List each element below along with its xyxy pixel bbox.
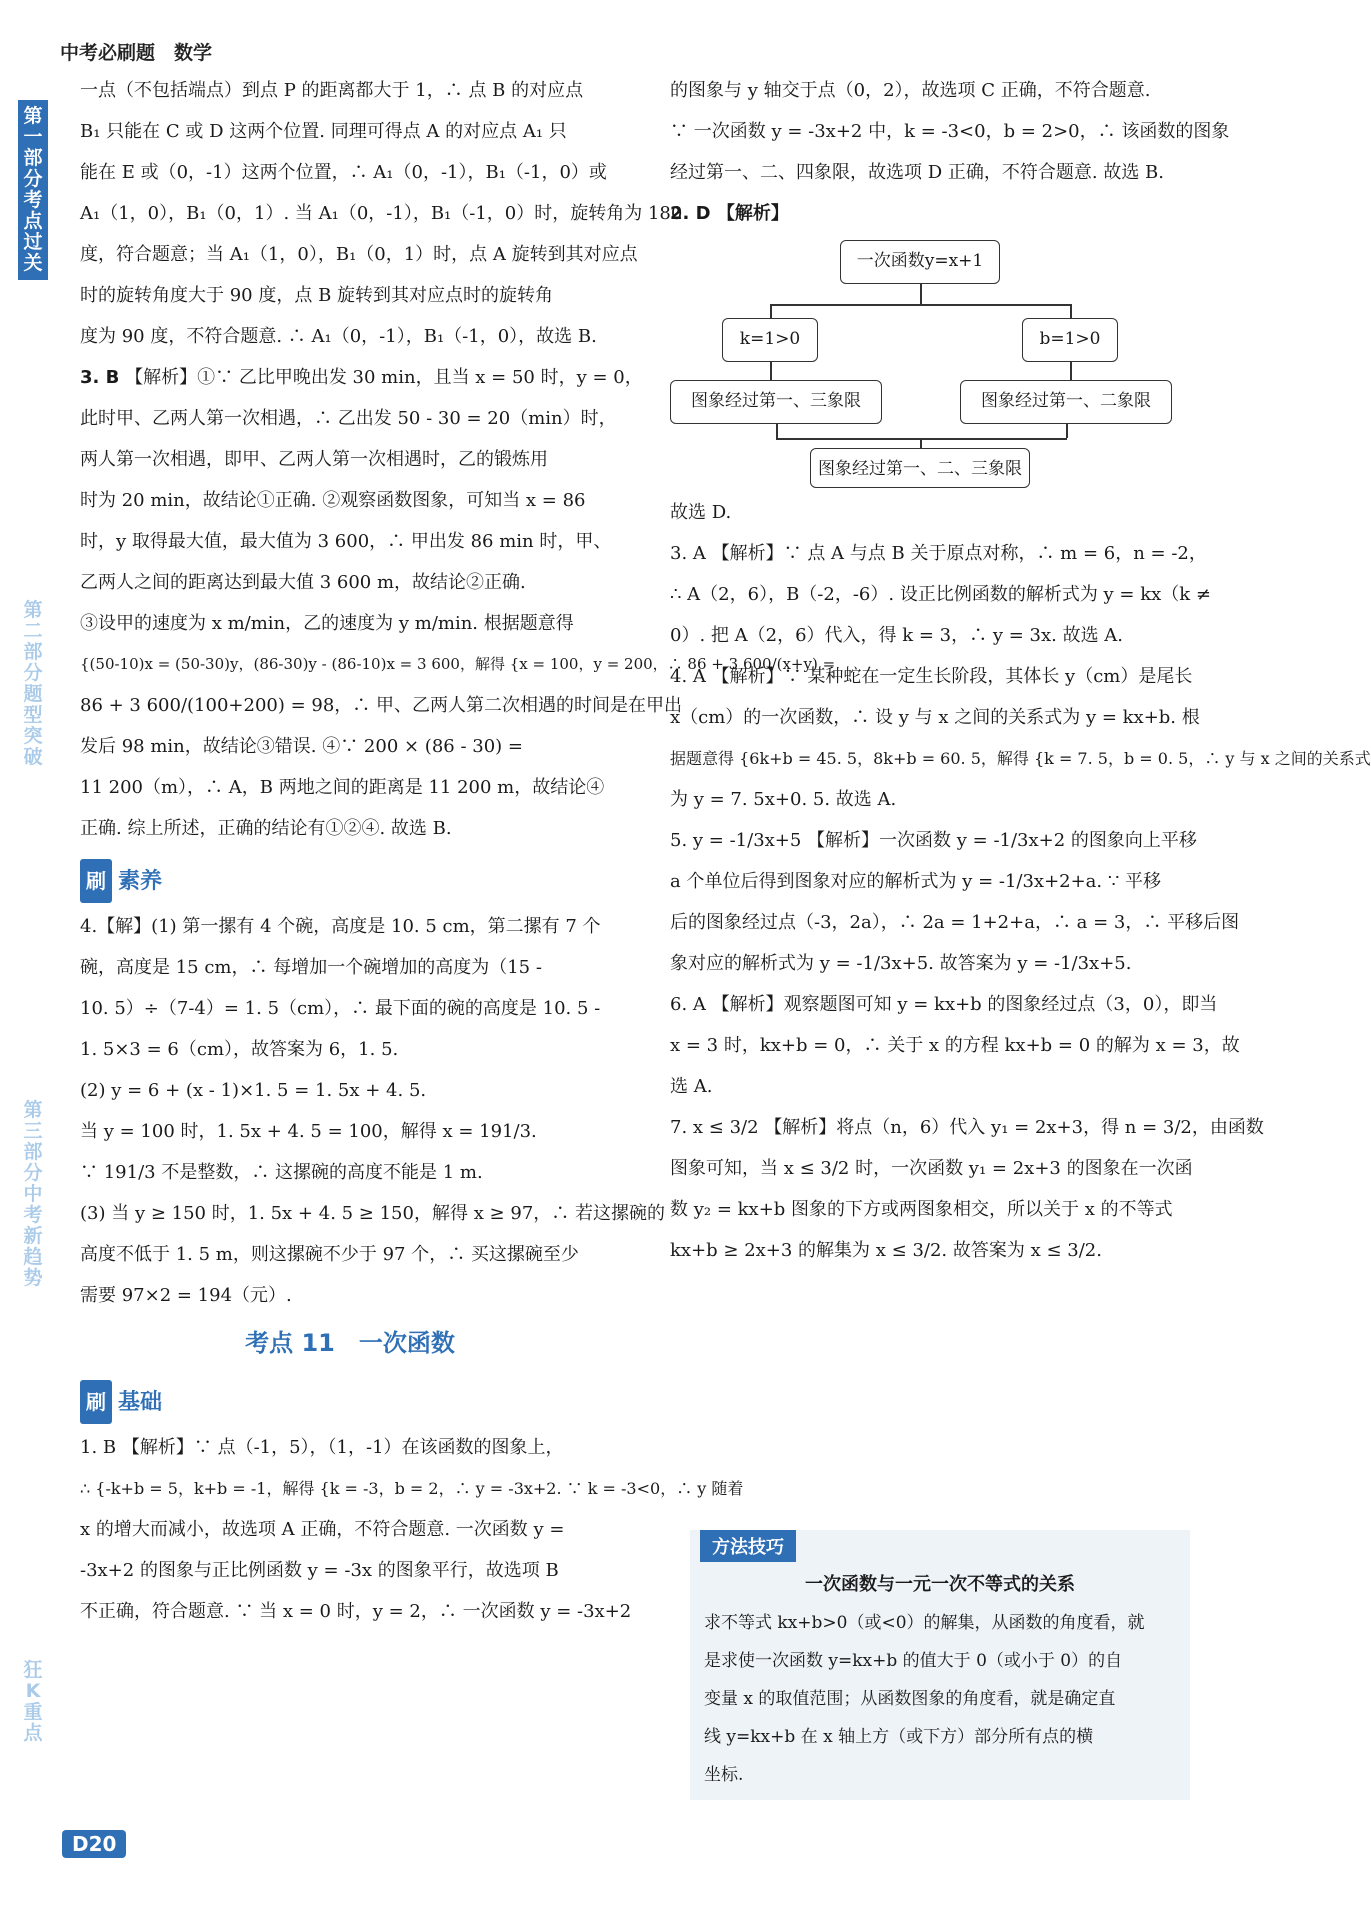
flow-k-result-box: 图象经过第一、三象限: [670, 380, 882, 424]
text-line: 能在 E 或（0，-1）这两个位置，∴ A₁（0，-1），B₁（-1，0）或: [80, 162, 607, 183]
flow-connector: [920, 284, 922, 304]
question-5-block: [670, 820, 1240, 984]
flow-b-result-box: 图象经过第一、二象限: [960, 380, 1172, 424]
text-line: 高度不低于 1. 5 m，则这摞碗不少于 97 个，∴ 买这摞碗至少: [80, 1244, 579, 1265]
text-line: (2) y = 6 + (x - 1)×1. 5 = 1. 5x + 4. 5.: [80, 1080, 427, 1101]
question-4-block: [80, 906, 665, 1316]
text-line: 碗，高度是 15 cm，∴ 每增加一个碗增加的高度为（15 -: [80, 957, 542, 978]
text-line: 乙两人之间的距离达到最大值 3 600 m，故结论②正确.: [80, 572, 526, 593]
text-line: x（cm）的一次函数，∴ 设 y 与 x 之间的关系式为 y = kx+b. 根: [670, 707, 1200, 728]
text-line: 11 200（m），∴ A，B 两地之间的距离是 11 200 m，故结论④: [80, 777, 605, 798]
text-line: 的图象与 y 轴交于点（0，2），故选项 C 正确，不符合题意.: [670, 80, 1151, 101]
intro-block: [80, 70, 683, 357]
tips-body: [690, 1604, 1190, 1794]
text-line: x 的增大而减小，故选项 A 正确，不符合题意. 一次函数 y =: [80, 1519, 565, 1540]
question-4-block: [670, 656, 1371, 820]
text-line: 后的图象经过点（-3，2a），∴ 2a = 1+2+a，∴ a = 3，∴ 平移后图: [670, 912, 1240, 933]
text-line: B₁ 只能在 C 或 D 这两个位置. 同理可得点 A 的对应点 A₁ 只: [80, 121, 567, 142]
text-line: 是求使一次函数 y=kx+b 的值大于 0（或小于 0）的自: [704, 1651, 1123, 1671]
flow-connector: [776, 438, 1067, 440]
text-line: 坐标.: [704, 1765, 744, 1785]
text-line: 86 + 3 600/(100+200) = 98，∴ 甲、乙两人第二次相遇的时间是在甲出: [80, 695, 683, 716]
section-badge: 刷: [80, 1380, 112, 1424]
sidebar-section-1: 第一部分 考点过关: [18, 100, 48, 280]
text-line: 求不等式 kx+b>0（或<0）的解集，从函数的角度看，就: [704, 1613, 1145, 1633]
text-line: 度为 90 度，不符合题意. ∴ A₁（0，-1），B₁（-1，0），故选 B.: [80, 326, 597, 347]
flow-connector: [1070, 362, 1072, 380]
text-line: kx+b ≥ 2x+3 的解集为 x ≤ 3/2. 故答案为 x ≤ 3/2.: [670, 1240, 1102, 1261]
equation-line: ∴ {-k+b = 5，k+b = -1，解得 {k = -3，b = 2，∴ y = -3x+2. ∵ k = -3<0，∴ y 随着: [80, 1479, 744, 1498]
method-tips-box: [690, 1530, 1190, 1800]
text-line: 象对应的解析式为 y = -1/3x+5. 故答案为 y = -1/3x+5.: [670, 953, 1132, 974]
flow-connector: [1066, 424, 1068, 438]
text-line: 图象可知，当 x ≤ 3/2 时，一次函数 y₁ = 2x+3 的图象在一次函: [670, 1158, 1193, 1179]
text-line: 线 y=kx+b 在 x 轴上方（或下方）部分所有点的横: [704, 1727, 1094, 1747]
text-line: ∵ 191/3 不是整数，∴ 这摞碗的高度不能是 1 m.: [80, 1162, 483, 1183]
question-3-block: [670, 533, 1210, 656]
sidebar-section-3: 第三部分 中考新趋势: [23, 1099, 62, 1289]
text-line: 度，符合题意；当 A₁（1，0），B₁（0，1）时，点 A 旋转到其对应点: [80, 244, 638, 265]
text-line: ∴ A（2，6），B（-2，-6）. 设正比例函数的解析式为 y = kx（k ≠: [670, 584, 1211, 605]
text-line: a 个单位后得到图象对应的解析式为 y = -1/3x+2+a. ∵ 平移: [670, 871, 1162, 892]
text-line: 需要 97×2 = 194（元）.: [80, 1285, 292, 1306]
text-line: 6. A 【解析】观察题图可知 y = kx+b 的图象经过点（3，0），即当: [670, 994, 1218, 1015]
text-line: 4. A 【解析】∵ 某种蛇在一定生长阶段，其体长 y（cm）是尾长: [670, 666, 1193, 687]
kaodian-title: 考点 11 一次函数: [245, 1329, 455, 1357]
text-line: 4.【解】(1) 第一摞有 4 个碗，高度是 10. 5 cm，第二摞有 7 个: [80, 916, 601, 937]
flow-connector: [770, 304, 772, 318]
flow-connector: [770, 362, 772, 380]
text-line: 为 y = 7. 5x+0. 5. 故选 A.: [670, 789, 897, 810]
text-line: 1. 5×3 = 6（cm），故答案为 6，1. 5.: [80, 1039, 399, 1060]
section-badge: 刷: [80, 859, 112, 903]
text-line: x = 3 时，kx+b = 0，∴ 关于 x 的方程 kx+b = 0 的解为 x = 3，故: [670, 1035, 1240, 1056]
text-line: 选 A.: [670, 1076, 713, 1097]
text-line: ∵ 一次函数 y = -3x+2 中，k = -3<0，b = 2>0，∴ 该函数的图象: [670, 121, 1230, 142]
text-line: 时，y 取得最大值，最大值为 3 600，∴ 甲出发 86 min 时，甲、: [80, 531, 612, 552]
text-line: 7. x ≤ 3/2 【解析】将点（n，6）代入 y₁ = 2x+3，得 n = 3/2，由函数: [670, 1117, 1264, 1138]
question-2-head: 2. D 【解析】: [670, 203, 789, 224]
text-line: 此时甲、乙两人第一次相遇，∴ 乙出发 50 - 30 = 20（min）时，: [80, 408, 617, 429]
text-line: ③设甲的速度为 x m/min，乙的速度为 y m/min. 根据题意得: [80, 613, 574, 634]
text-line: 正确. 综上所述，正确的结论有①②④. 故选 B.: [80, 818, 452, 839]
right-column: [670, 70, 1371, 1271]
section-suyang-heading: [80, 859, 620, 904]
section-jichu-heading: [80, 1380, 620, 1425]
text-line: 两人第一次相遇，即甲、乙两人第一次相遇时，乙的锻炼用: [80, 449, 548, 470]
sidebar: [18, 0, 62, 1905]
equation-line: {(50-10)x = (50-30)y，(86-30)y - (86-10)x = 3 600，解得 {x = 100，y = 200，∴ 86 + 3 600/(x+y) =: [80, 655, 836, 673]
text-line: 1. B 【解析】∵ 点（-1，5），（1，-1）在该函数的图象上，: [80, 1437, 564, 1458]
question-6-block: [670, 984, 1240, 1107]
text-line: 时为 20 min，故结论①正确. ②观察函数图象，可知当 x = 86: [80, 490, 586, 511]
flow-connector: [776, 424, 778, 438]
text-line: 0）. 把 A（2，6）代入，得 k = 3，∴ y = 3x. 故选 A.: [670, 625, 1124, 646]
text-line: 【解析】①∵ 乙比甲晚出发 30 min，且当 x = 50 时，y = 0，: [125, 367, 643, 388]
text-line: 变量 x 的取值范围；从函数图象的角度看，就是确定直: [704, 1689, 1116, 1709]
flowchart: [670, 238, 1210, 488]
text-line: 3. A 【解析】∵ 点 A 与点 B 关于原点对称，∴ m = 6，n = -2，: [670, 543, 1207, 564]
sidebar-section-4: 狂K重点: [23, 1659, 43, 1744]
question-1-block: [80, 1427, 744, 1632]
tips-title: 一次函数与一元一次不等式的关系: [805, 1574, 1075, 1595]
text-line: A₁（1，0），B₁（0，1）. 当 A₁（0，-1），B₁（-1，0）时，旋转角为 180: [80, 203, 683, 224]
flow-connector: [770, 304, 1070, 306]
text-line: 发后 98 min，故结论③错误. ④∵ 200 × (86 - 30) =: [80, 736, 523, 757]
tips-header: 方法技巧: [700, 1530, 796, 1562]
page-header: 中考必刷题 数学: [60, 42, 213, 64]
flow-b-box: b=1>0: [1022, 318, 1118, 362]
sidebar-section-2: 第二部分 题型突破: [23, 599, 62, 768]
text-line: 时的旋转角度大于 90 度，点 B 旋转到其对应点时的旋转角: [80, 285, 554, 306]
text-line: 不正确，符合题意. ∵ 当 x = 0 时，y = 2，∴ 一次函数 y = -3x+2: [80, 1601, 632, 1622]
equation-line: 据题意得 {6k+b = 45. 5，8k+b = 60. 5，解得 {k = 7. 5，b = 0. 5，∴ y 与 x 之间的关系式: [670, 749, 1371, 768]
text-line: 数 y₂ = kx+b 图象的下方或两图象相交，所以关于 x 的不等式: [670, 1199, 1173, 1220]
section-label: 素养: [118, 869, 163, 894]
answer-label: 3. B: [80, 367, 120, 388]
question-1-continued: [670, 70, 1230, 193]
section-label: 基础: [118, 1390, 163, 1415]
text-line: -3x+2 的图象与正比例函数 y = -3x 的图象平行，故选项 B: [80, 1560, 559, 1581]
text-line: 一点（不包括端点）到点 P 的距离都大于 1，∴ 点 B 的对应点: [80, 80, 584, 101]
text-line: 故选 D.: [670, 502, 732, 523]
text-line: 当 y = 100 时，1. 5x + 4. 5 = 100，解得 x = 191/3.: [80, 1121, 537, 1142]
page-number: D20: [62, 1830, 126, 1858]
text-line: 经过第一、二、四象限，故选项 D 正确，不符合题意. 故选 B.: [670, 162, 1164, 183]
flow-final-box: 图象经过第一、二、三象限: [810, 448, 1030, 488]
text-line: 5. y = -1/3x+5 【解析】一次函数 y = -1/3x+2 的图象向上平移: [670, 830, 1197, 851]
text-line: (3) 当 y ≥ 150 时，1. 5x + 4. 5 ≥ 150，解得 x ≥ 97，∴ 若这摞碗的: [80, 1203, 665, 1224]
flow-connector: [1070, 304, 1072, 318]
text-line: 10. 5）÷（7-4）= 1. 5（cm），∴ 最下面的碗的高度是 10. 5 -: [80, 998, 601, 1019]
flow-top-box: 一次函数y=x+1: [840, 240, 1000, 284]
flow-connector: [920, 438, 922, 448]
question-7-block: [670, 1107, 1264, 1271]
flow-k-box: k=1>0: [722, 318, 818, 362]
